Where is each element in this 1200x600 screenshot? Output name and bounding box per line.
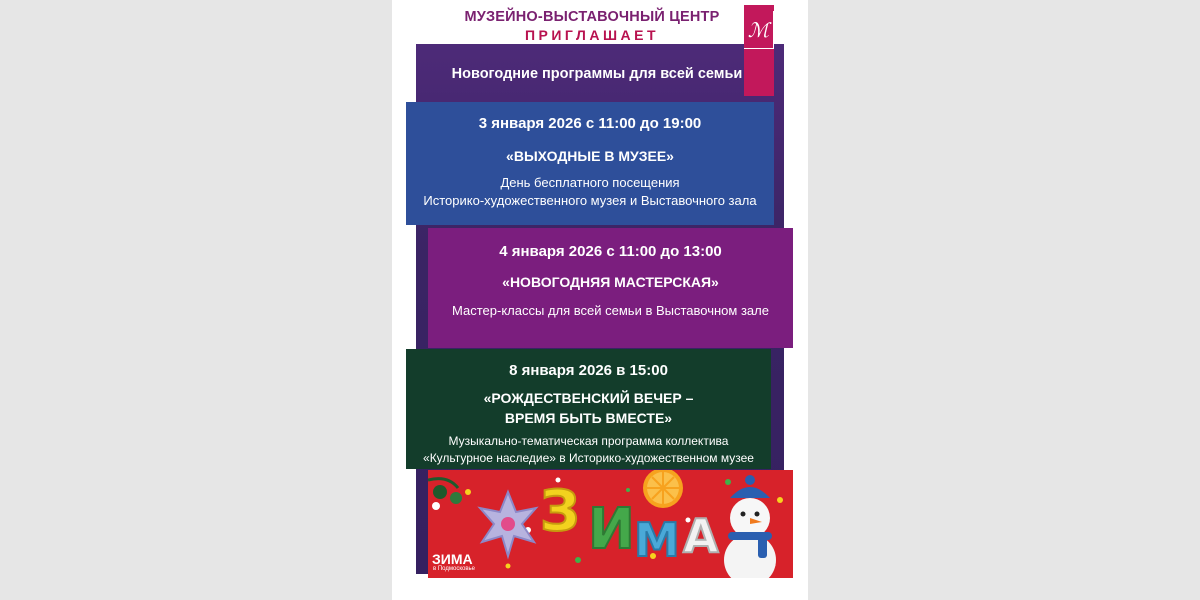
zima-brand-logo: ЗИМА	[432, 551, 473, 567]
event-description-line: День бесплатного посещения	[500, 175, 680, 190]
event-description	[428, 302, 793, 320]
programs-subtitle: Новогодние программы для всей семьи	[451, 66, 743, 82]
invites-title: ПРИГЛАШАЕТ	[524, 27, 660, 43]
event-description-line: «Культурное наследие» в Историко-художественном музее	[423, 451, 754, 465]
event-description-line: Музыкально-тематическая программа коллектива	[448, 434, 729, 448]
event-date: 3 января 2026 с 11:00 до 19:00	[478, 115, 702, 132]
event-card-museum-weekend	[406, 102, 774, 225]
event-description-line: Мастер-классы для всей семьи в Выставочном зале	[452, 303, 769, 318]
winter-banner-art	[428, 470, 793, 578]
event-date: 8 января 2026 в 15:00	[509, 362, 668, 379]
event-name-line: ВРЕМЯ БЫТЬ ВМЕСТЕ»	[504, 410, 673, 426]
museum-center-title: МУЗЕЙНО-ВЫСТАВОЧНЫЙ ЦЕНТР	[464, 9, 720, 25]
zima-brand-subtitle: в Подмосковье	[433, 566, 476, 572]
svg-text:М: М	[634, 513, 680, 567]
zima-letters-art	[540, 479, 719, 567]
winter-banner	[428, 470, 793, 578]
svg-text:З: З	[540, 479, 580, 544]
logo	[744, 5, 774, 96]
event-card-christmas-evening	[406, 349, 771, 469]
event-name	[406, 388, 771, 428]
event-name-line: «РОЖДЕСТВЕНСКИЙ ВЕЧЕР –	[483, 390, 694, 406]
snowflake-star-icon	[480, 492, 536, 556]
holly-berries-icon	[428, 479, 462, 510]
svg-text:И: И	[588, 497, 635, 562]
event-date: 4 января 2026 с 11:00 до 13:00	[499, 243, 722, 260]
event-description	[406, 433, 771, 467]
event-name: «ВЫХОДНЫЕ В МУЗЕЕ»	[506, 148, 674, 164]
orange-slice-icon	[643, 470, 683, 508]
poster	[392, 0, 808, 600]
monogram-logo-icon: ℳ	[744, 11, 774, 49]
event-card-workshop	[428, 228, 793, 348]
event-name: «НОВОГОДНЯЯ МАСТЕРСКАЯ»	[502, 274, 719, 290]
event-description-line: Историко-художественного музея и Выставочного зала	[423, 193, 757, 208]
event-description	[406, 174, 774, 210]
snowman-icon	[724, 475, 776, 578]
svg-text:А: А	[683, 509, 719, 563]
